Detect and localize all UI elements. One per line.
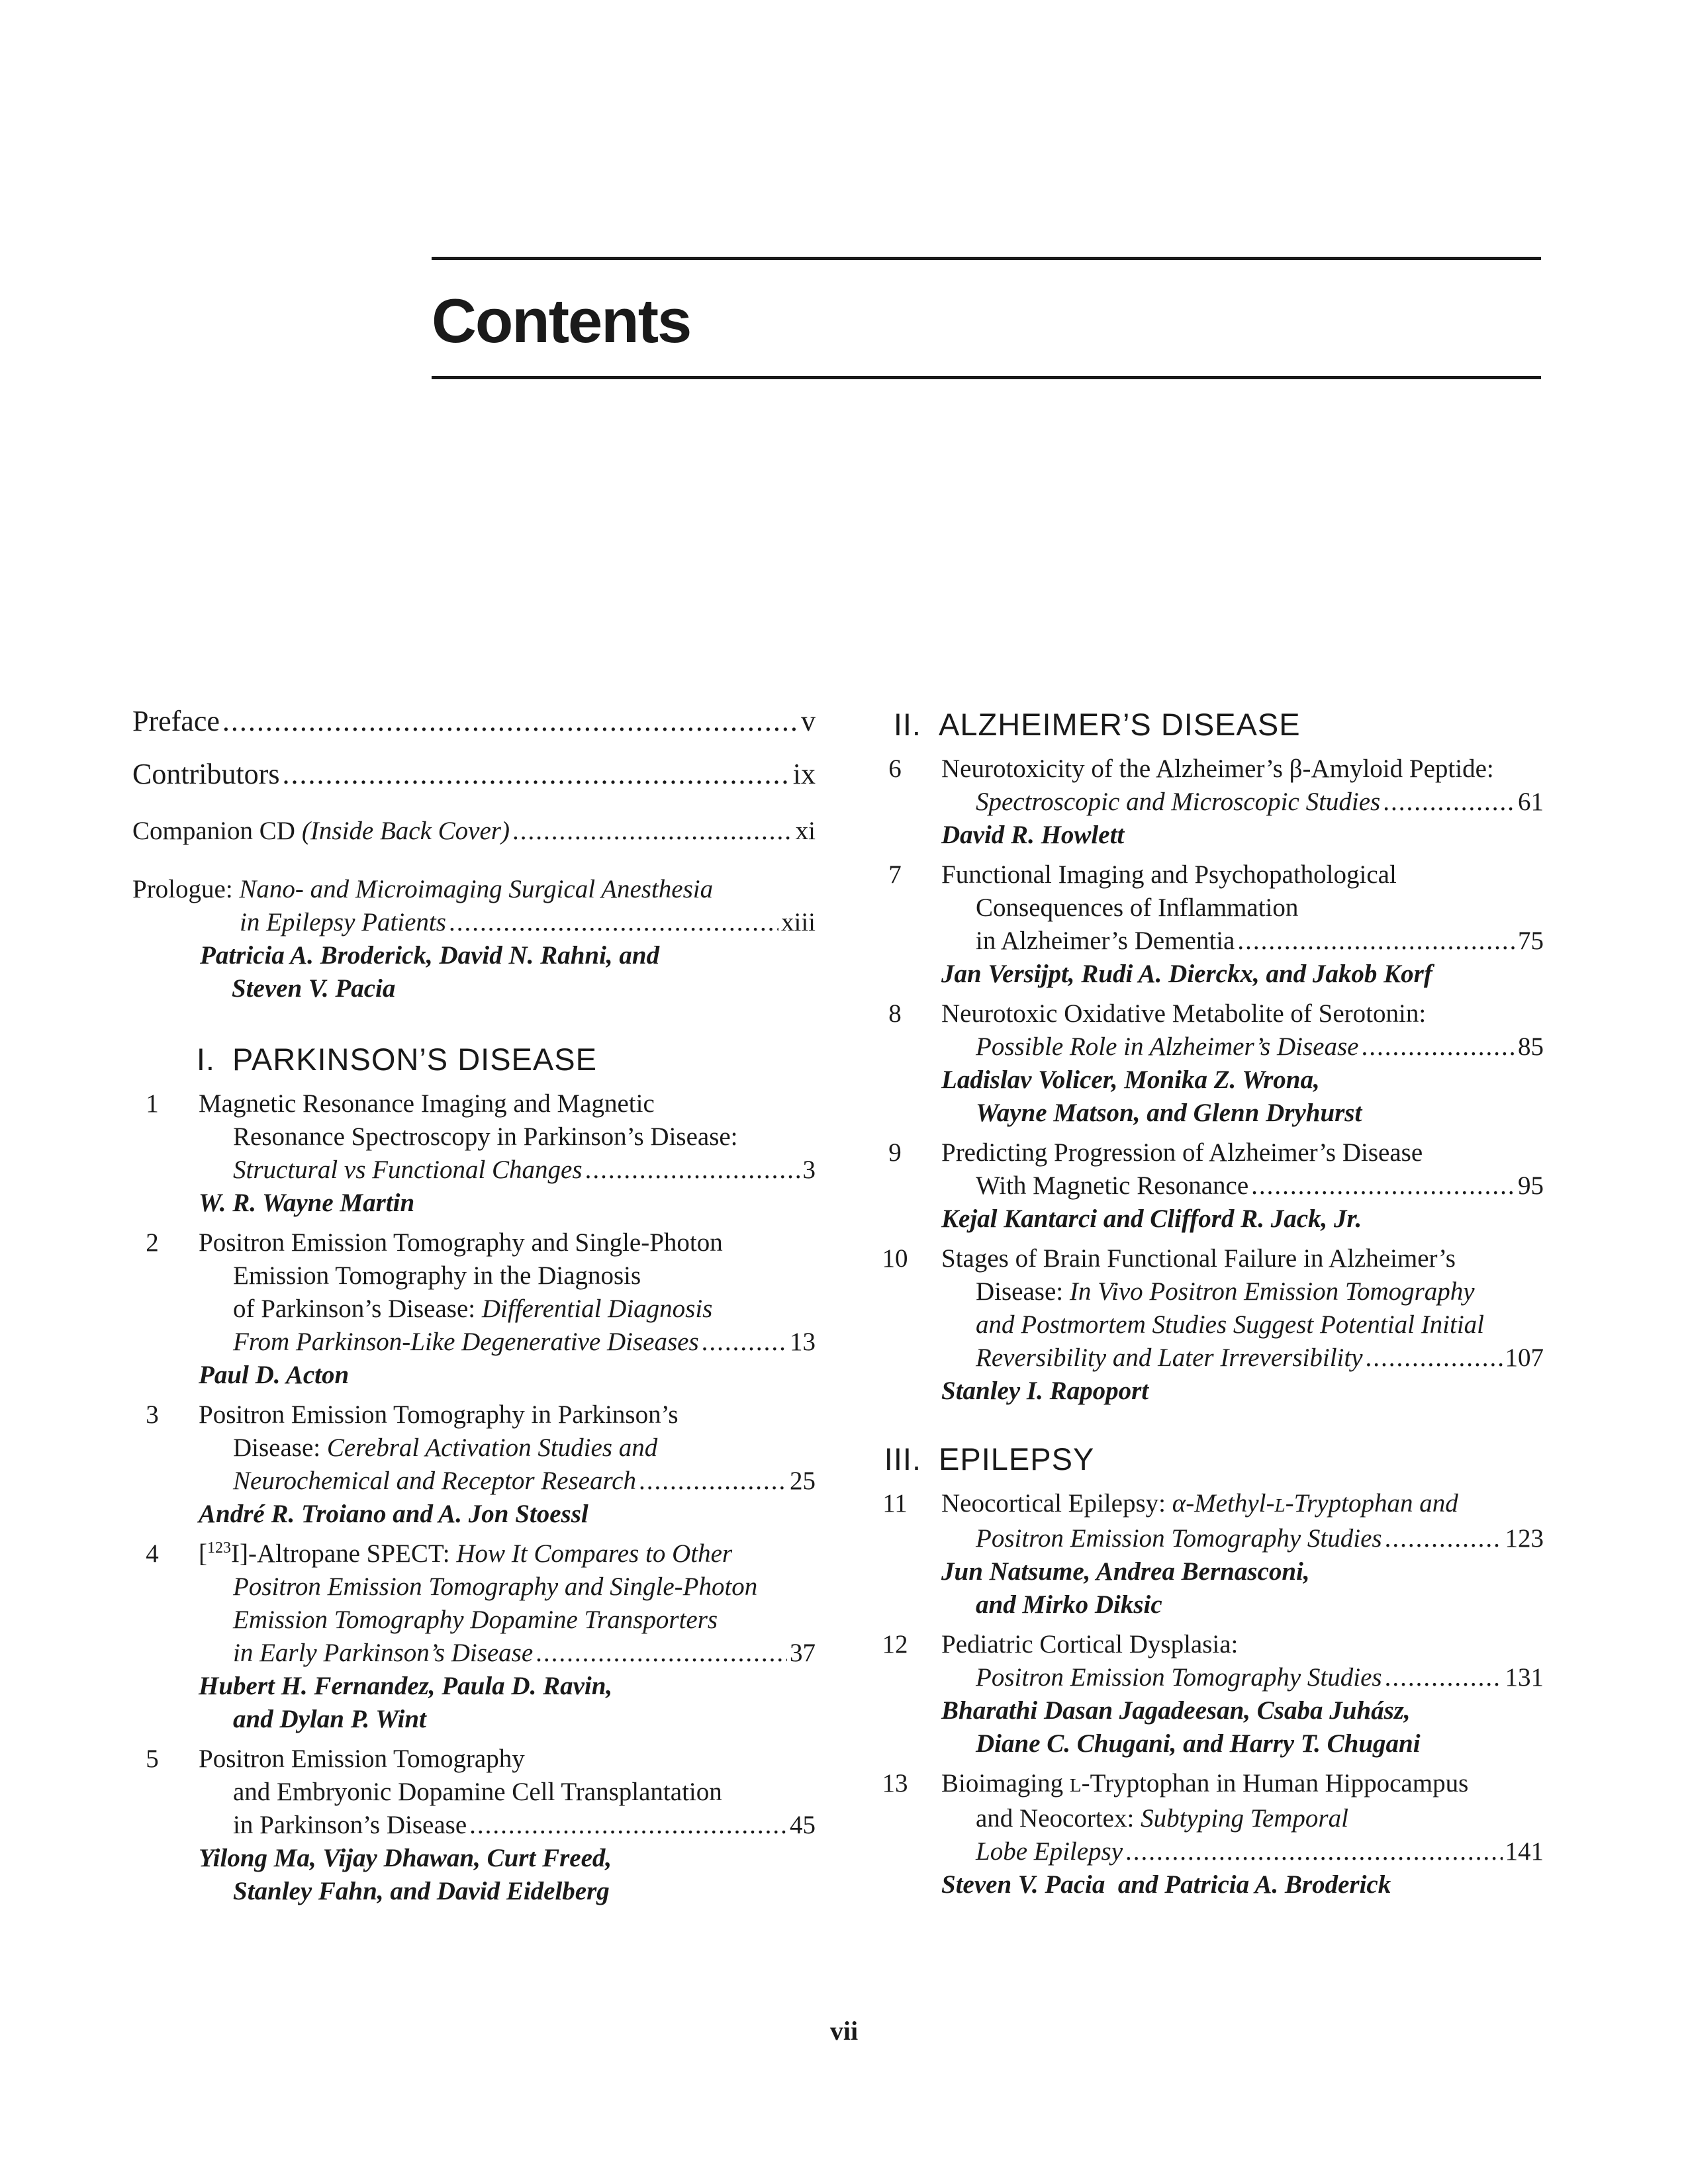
chapter-number: 12 (882, 1630, 908, 1659)
dot-leader (512, 815, 793, 848)
entry-title-line: [ (199, 1539, 207, 1568)
page-number: 85 (1518, 1032, 1544, 1061)
part-number: I. (196, 1042, 215, 1077)
dot-leader (702, 1326, 787, 1359)
page-number: ix (792, 758, 816, 790)
dot-leader (585, 1154, 800, 1187)
dot-leader (1383, 786, 1515, 819)
entry-title-line: Emission Tomography in the Diagnosis (233, 1261, 641, 1290)
toc-entry-chapter-10[interactable] (875, 1242, 1544, 1408)
entry-authors: Diane C. Chugani, and Harry T. Chugani (976, 1729, 1421, 1758)
toc-entry-chapter-12[interactable] (875, 1628, 1544, 1760)
page-number: 123 (1505, 1524, 1544, 1553)
dot-leader (1251, 1169, 1515, 1203)
entry-authors: Jun Natsume, Andrea Bernasconi, (941, 1557, 1310, 1586)
page-number: 13 (790, 1328, 816, 1356)
entry-title-line: Neurotoxicity of the Alzheimer’s β-Amyloid Peptide: (941, 754, 1494, 783)
chapter-number: 7 (888, 860, 902, 889)
entry-subtitle: α-Methyl- (1172, 1489, 1275, 1518)
entry-title-line: Disease: (976, 1277, 1070, 1306)
page-number: v (801, 705, 816, 737)
toc-entry-chapter-1[interactable] (132, 1087, 816, 1220)
dot-leader (1366, 1342, 1503, 1375)
entry-authors: Kejal Kantarci and Clifford R. Jack, Jr. (941, 1205, 1362, 1233)
page-number: 25 (790, 1467, 816, 1495)
entry-title-line: Positron Emission Tomography and Single-Photon (233, 1572, 758, 1601)
top-rule (432, 257, 1541, 260)
entry-title-line: Nano- and Microimaging Surgical Anesthesia (239, 875, 714, 903)
entry-authors: Hubert H. Fernandez, Paula D. Ravin, (199, 1672, 613, 1700)
entry-authors: Paul D. Acton (199, 1361, 350, 1389)
entry-authors: Jan Versijpt, Rudi A. Dierckx, and Jakob Korf (941, 960, 1432, 988)
entry-title-line: in Epilepsy Patients (240, 908, 446, 936)
entry-title-line: Neurotoxic Oxidative Metabolite of Serotonin: (941, 999, 1427, 1028)
entry-authors: Stanley I. Rapoport (941, 1377, 1149, 1405)
entry-title-line: in Alzheimer’s Dementia (976, 927, 1235, 955)
part-title: ALZHEIMER’S DISEASE (939, 707, 1301, 742)
entry-title-line: Neocortical Epilepsy: (941, 1489, 1172, 1518)
dot-leader (282, 758, 790, 791)
part-title: PARKINSON’S DISEASE (232, 1042, 597, 1077)
entry-title-line: Stages of Brain Functional Failure in Alzheimer’s (941, 1244, 1456, 1273)
entry-authors: David R. Howlett (941, 821, 1125, 849)
entry-title-line: Possible Role in Alzheimer’s Disease (976, 1032, 1359, 1061)
small-caps-l: L (1069, 1775, 1082, 1796)
entry-title-line: Emission Tomography Dopamine Transporters (233, 1606, 718, 1634)
part-title: EPILEPSY (939, 1441, 1095, 1477)
toc-entry-chapter-3[interactable] (132, 1398, 816, 1531)
entry-title-line: Pediatric Cortical Dysplasia: (941, 1630, 1239, 1659)
entry-title-line: Positron Emission Tomography Studies (976, 1663, 1382, 1692)
entry-title-line: Structural vs Functional Changes (233, 1156, 583, 1184)
toc-left-column (132, 705, 816, 1908)
toc-entry-chapter-11[interactable] (875, 1487, 1544, 1621)
chapter-number: 6 (888, 754, 902, 783)
chapter-number: 5 (146, 1745, 159, 1773)
isotope-superscript: 123 (207, 1539, 231, 1557)
dot-leader (222, 705, 798, 738)
dot-leader (1385, 1661, 1503, 1694)
page-number: 131 (1505, 1663, 1544, 1692)
entry-subtitle: Differential Diagnosis (481, 1295, 713, 1323)
entry-authors: Ladislav Volicer, Monika Z. Wrona, (941, 1066, 1320, 1094)
dot-leader (1125, 1835, 1502, 1868)
entry-title-line: -Tryptophan in Human Hippocampus (1081, 1769, 1469, 1797)
chapter-number: 8 (888, 999, 902, 1028)
page-number: xiii (780, 908, 816, 936)
entry-title-line: From Parkinson-Like Degenerative Diseases (233, 1328, 699, 1356)
dot-leader (639, 1465, 787, 1498)
page-number: 3 (802, 1156, 816, 1184)
page-number: 75 (1518, 927, 1544, 955)
chapter-number: 4 (146, 1539, 159, 1568)
entry-title-line: Positron Emission Tomography and Single-Photon (199, 1228, 723, 1257)
page-number: 141 (1505, 1837, 1544, 1866)
dot-leader (1385, 1522, 1503, 1555)
entry-title-line: Bioimaging (941, 1769, 1070, 1797)
entry-authors: André R. Troiano and A. Jon Stoessl (199, 1500, 588, 1528)
chapter-number: 10 (882, 1244, 908, 1273)
toc-right-column (875, 705, 1544, 1901)
page-number: 107 (1505, 1343, 1544, 1372)
chapter-number: 9 (888, 1138, 902, 1167)
entry-label: Prologue: (132, 875, 233, 903)
entry-authors: Bharathi Dasan Jagadeesan, Csaba Juhász, (941, 1696, 1411, 1725)
entry-authors: and Mirko Diksic (976, 1590, 1162, 1619)
entry-title-line: Spectroscopic and Microscopic Studies (976, 788, 1381, 816)
toc-entry-chapter-2[interactable] (132, 1226, 816, 1392)
toc-entry-chapter-4[interactable] (132, 1537, 816, 1736)
entry-subtitle: In Vivo Positron Emission Tomography (1069, 1277, 1475, 1306)
entry-title-line: With Magnetic Resonance (976, 1171, 1249, 1200)
toc-entry-chapter-9[interactable] (875, 1136, 1544, 1236)
entry-title-line: Neurochemical and Receptor Research (233, 1467, 636, 1495)
entry-title-line: and Postmortem Studies Suggest Potential Initial (976, 1310, 1485, 1339)
toc-entry-chapter-8[interactable] (875, 997, 1544, 1130)
dot-leader (1361, 1030, 1515, 1064)
part-heading-alzheimers (875, 705, 1544, 745)
page-number: 95 (1518, 1171, 1544, 1200)
entry-title-line: and Neocortex: (976, 1804, 1141, 1833)
entry-title-line: Disease: (233, 1433, 327, 1462)
entry-note: (Inside Back Cover) (301, 817, 510, 845)
entry-label: Companion CD (132, 817, 295, 845)
entry-label: Preface (132, 705, 220, 737)
entry-authors: Stanley Fahn, and David Eidelberg (233, 1877, 610, 1905)
entry-title-line: Resonance Spectroscopy in Parkinson’s Disease: (233, 1122, 738, 1151)
toc-entry-preface[interactable] (132, 705, 816, 738)
page-folio: vii (829, 2016, 859, 2046)
page-title: Contents (432, 286, 691, 355)
part-number: III. (884, 1441, 921, 1477)
entry-title-line: Positron Emission Tomography Studies (976, 1524, 1382, 1553)
entry-title-line: Predicting Progression of Alzheimer’s Disease (941, 1138, 1423, 1167)
entry-subtitle: How It Compares to Other (456, 1539, 733, 1568)
entry-authors: W. R. Wayne Martin (199, 1189, 415, 1217)
part-heading-parkinsons (132, 1040, 816, 1079)
entry-title-line: Lobe Epilepsy (976, 1837, 1123, 1866)
small-caps-l: L (1274, 1495, 1286, 1516)
entry-authors: Wayne Matson, and Glenn Dryhurst (976, 1099, 1362, 1127)
toc-entry-chapter-7[interactable] (875, 858, 1544, 991)
toc-entry-companion-cd[interactable] (132, 815, 816, 848)
dot-leader (469, 1809, 787, 1842)
entry-title-line: I]-Altropane SPECT: (231, 1539, 457, 1568)
toc-entry-chapter-6[interactable] (875, 752, 1544, 852)
chapter-number: 2 (146, 1228, 159, 1257)
entry-title-line: Functional Imaging and Psychopathological (941, 860, 1397, 889)
toc-entry-chapter-5[interactable] (132, 1743, 816, 1908)
entry-subtitle: Subtyping Temporal (1141, 1804, 1348, 1833)
dot-leader (1237, 925, 1515, 958)
entry-title-line: Magnetic Resonance Imaging and Magnetic (199, 1089, 655, 1118)
dot-leader (449, 906, 778, 939)
chapter-number: 1 (146, 1089, 159, 1118)
entry-title-line: in Parkinson’s Disease (233, 1811, 467, 1839)
chapter-number: 3 (146, 1400, 159, 1429)
entry-subtitle: Cerebral Activation Studies and (326, 1433, 658, 1462)
entry-label: Contributors (132, 758, 280, 790)
toc-entry-prologue[interactable] (132, 873, 816, 1005)
page-number: xi (795, 817, 816, 845)
entry-title-line: Positron Emission Tomography in Parkinson’s (199, 1400, 679, 1429)
page-number: 61 (1518, 788, 1544, 816)
page-number: 37 (790, 1639, 816, 1667)
entry-title-line: of Parkinson’s Disease: (233, 1295, 482, 1323)
entry-authors: Steven V. Pacia (232, 974, 396, 1003)
part-heading-epilepsy (875, 1439, 1544, 1479)
entry-title-line: Positron Emission Tomography (199, 1745, 525, 1773)
chapter-number: 11 (882, 1489, 908, 1518)
entry-title-line: in Early Parkinson’s Disease (233, 1639, 534, 1667)
part-number: II. (893, 707, 921, 742)
entry-authors: and Dylan P. Wint (233, 1705, 426, 1733)
entry-authors: Yilong Ma, Vijay Dhawan, Curt Freed, (199, 1844, 612, 1872)
page-number: 45 (790, 1811, 816, 1839)
entry-authors: Steven V. Pacia and Patricia A. Broderick (941, 1870, 1391, 1899)
entry-title-line: Consequences of Inflammation (976, 893, 1299, 922)
dot-leader (536, 1637, 787, 1670)
chapter-number: 13 (882, 1769, 908, 1797)
entry-title-line: Reversibility and Later Irreversibility (976, 1343, 1363, 1372)
toc-entry-contributors[interactable] (132, 758, 816, 791)
entry-title-line: and Embryonic Dopamine Cell Transplantation (233, 1778, 722, 1806)
entry-authors: Patricia A. Broderick, David N. Rahni, and (200, 941, 660, 970)
toc-entry-chapter-13[interactable] (875, 1767, 1544, 1901)
title-rule (432, 376, 1541, 379)
entry-subtitle: -Tryptophan and (1285, 1489, 1458, 1518)
